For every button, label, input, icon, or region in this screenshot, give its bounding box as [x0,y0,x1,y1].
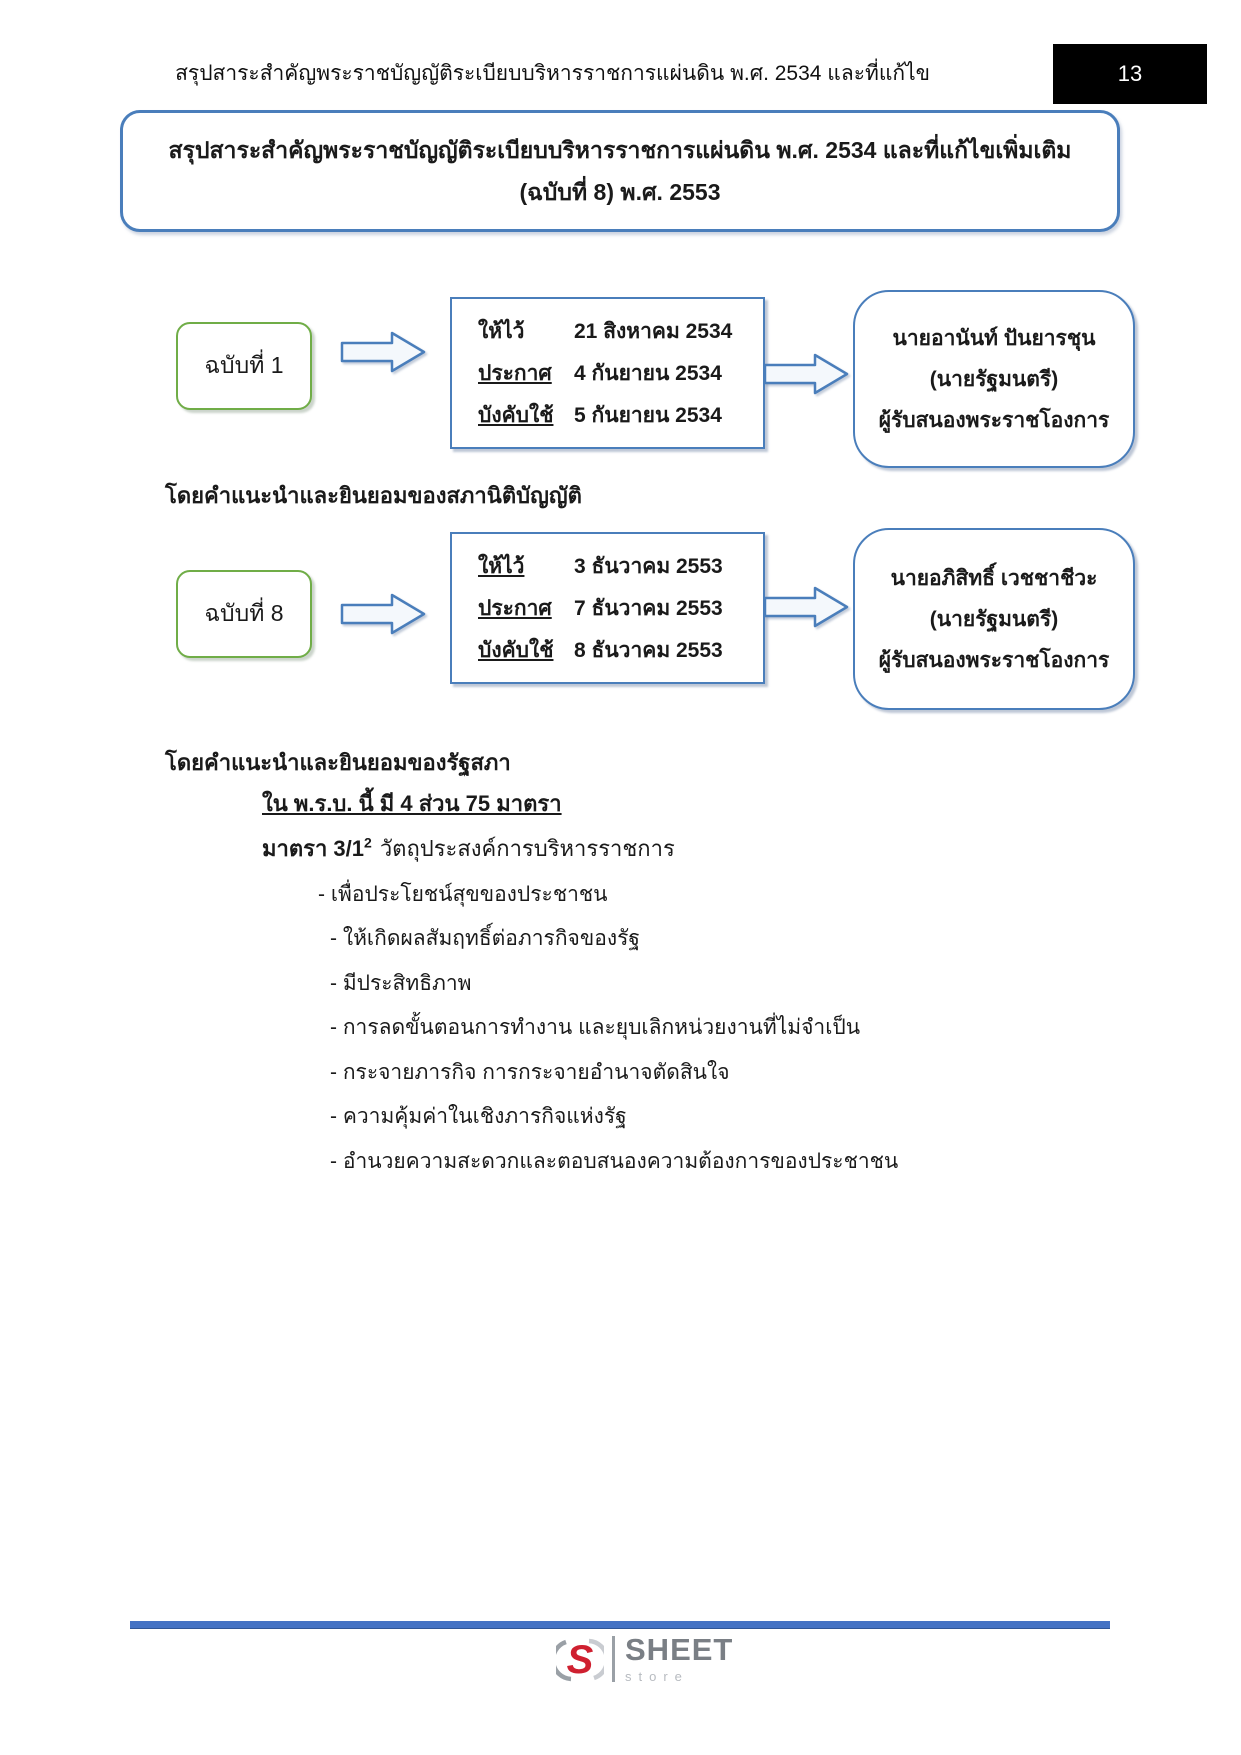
date-value: 4 กันยายน 2534 [574,362,722,385]
date-row [478,592,763,634]
page-number: 13 [1117,61,1143,86]
section-label: มาตรา 3/1 [262,836,365,861]
content-heading: ใน พ.ร.บ. นี้ มี 4 ส่วน 75 มาตรา [262,791,562,816]
brand-text [625,1634,733,1684]
logo-divider [612,1636,615,1682]
list-item: - ให้เกิดผลสัมฤทธิ์ต่อภารกิจของรัฐ [330,927,640,951]
list-item: - เพื่อประโยชน์สุขของประชาชน [318,882,608,906]
section-superscript: 2 [364,834,372,851]
svg-text:S: S [566,1638,594,1682]
date-label: ให้ไว้ [478,555,525,578]
date-value: 5 กันยายน 2534 [574,404,722,427]
list-item: - อำนวยความสะดวกและตอบสนองความต้องการของประชาชน [330,1149,899,1173]
edition-8-dates-box [450,532,765,684]
edition-8-caption: โดยคำแนะนำและยินยอมของรัฐสภา [165,750,511,775]
page-header-title: สรุปสาระสำคัญพระราชบัญญัติระเบียบบริหารราชการแผ่นดิน พ.ศ. 2534 และที่แก้ไข [175,62,930,85]
list-item: - กระจายภารกิจ การกระจายอำนาจตัดสินใจ [330,1060,730,1084]
footer-logo [556,1634,733,1686]
signatory-title: (นายรัฐมนตรี) [929,607,1059,631]
date-label: ประกาศ [478,597,552,620]
edition-1-label: ฉบับที่ 1 [204,352,284,378]
document-title-box [120,110,1120,232]
list-item: - มีประสิทธิภาพ [330,971,472,995]
objectives-list [318,872,898,1184]
section-line [262,831,675,866]
footer-divider [130,1621,1110,1629]
signatory-role: ผู้รับสนองพระราชโองการ [878,648,1110,672]
document-title-line2: (ฉบับที่ 8) พ.ศ. 2553 [519,179,721,205]
signatory-role: ผู้รับสนองพระราชโองการ [878,408,1110,432]
date-row [478,315,763,357]
brand-subtitle: store [625,1669,689,1684]
date-value: 21 สิงหาคม 2534 [574,320,733,343]
date-label: ให้ไว้ [478,320,525,343]
date-label: บังคับใช้ [478,404,554,427]
edition-1-signatory-box [853,290,1135,468]
sheet-store-logo-icon [556,1634,604,1686]
flow-arrow-icon [763,352,849,396]
signatory-name: นายอานันท์ ปันยารชุน [892,326,1096,350]
date-value: 8 ธันวาคม 2553 [574,639,723,662]
flow-arrow-icon [340,592,426,636]
date-row [478,634,763,676]
date-row [478,399,763,441]
brand-name: SHEET [625,1632,734,1667]
edition-1-caption: โดยคำแนะนำและยินยอมของสภานิติบัญญัติ [165,483,582,508]
date-row [478,357,763,399]
edition-8-box [176,570,312,658]
edition-8-label: ฉบับที่ 8 [204,600,284,626]
date-value: 3 ธันวาคม 2553 [574,555,723,578]
signatory-name: นายอภิสิทธิ์ เวชชาชีวะ [890,566,1098,590]
date-label: บังคับใช้ [478,639,554,662]
edition-8-signatory-box [853,528,1135,710]
list-item: - ความคุ้มค่าในเชิงภารกิจแห่งรัฐ [330,1105,627,1129]
list-item: - การลดขั้นตอนการทำงาน และยุบเลิกหน่วยงานที่ไม่จำเป็น [330,1016,861,1040]
flow-arrow-icon [763,585,849,629]
section-text: วัตถุประสงค์การบริหารราชการ [379,836,675,861]
edition-1-dates-box [450,297,765,449]
document-title-line1: สรุปสาระสำคัญพระราชบัญญัติระเบียบบริหารราชการแผ่นดิน พ.ศ. 2534 และที่แก้ไขเพิ่มเติม [168,137,1072,163]
flow-arrow-icon [340,330,426,374]
date-value: 7 ธันวาคม 2553 [574,597,723,620]
page-number-badge [1053,44,1207,104]
edition-1-box [176,322,312,410]
date-label: ประกาศ [478,362,552,385]
date-row [478,550,763,592]
signatory-title: (นายรัฐมนตรี) [929,367,1059,391]
